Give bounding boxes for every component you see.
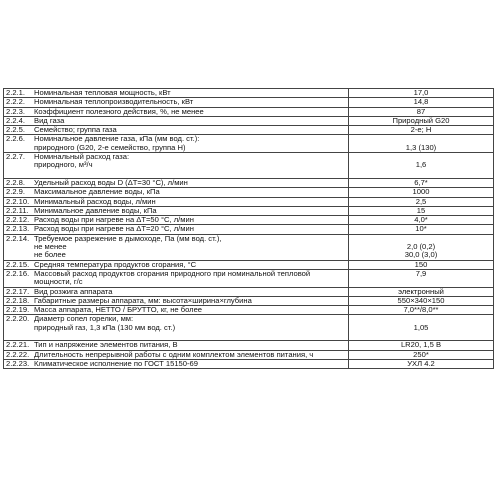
spec-row bbox=[4, 197, 494, 206]
description-line: Минимальный расход воды, л/мин bbox=[34, 196, 156, 206]
spec-value bbox=[349, 225, 494, 234]
spec-number: 2.2.5. bbox=[4, 126, 33, 135]
description-line: Диаметр сопел горелки, мм: bbox=[34, 314, 134, 324]
value-line: 2,0 (0,2) bbox=[406, 242, 436, 252]
spec-value bbox=[349, 315, 494, 341]
spec-value bbox=[349, 306, 494, 315]
value-line: 1,3 (130) bbox=[405, 142, 437, 152]
value-line: 1,05 bbox=[413, 322, 429, 332]
spec-description bbox=[32, 98, 349, 107]
value-line: 1,6 bbox=[415, 160, 427, 170]
spec-description bbox=[32, 269, 349, 287]
description-line: Номинальная теплопроизводительность, кВт bbox=[34, 97, 194, 107]
value-line: 7,9 bbox=[415, 268, 427, 278]
spec-description bbox=[32, 197, 349, 206]
spec-value bbox=[349, 153, 494, 179]
spec-row bbox=[4, 98, 494, 107]
spec-value bbox=[349, 107, 494, 116]
value-line: 1000 bbox=[412, 187, 430, 197]
description-line bbox=[34, 332, 346, 340]
description-line: мощности, г/с bbox=[34, 277, 83, 287]
description-line: не более bbox=[34, 250, 66, 260]
spec-description bbox=[32, 350, 349, 359]
spec-row bbox=[4, 107, 494, 116]
spec-number: 2.2.18. bbox=[4, 296, 33, 305]
description-line: Массовый расход продуктов сгорания природного при номинальной тепловой bbox=[34, 268, 311, 278]
description-line: не менее bbox=[34, 242, 67, 252]
value-line: 30,0 (3,0) bbox=[404, 250, 438, 260]
spec-row bbox=[4, 153, 494, 179]
spec-value bbox=[349, 269, 494, 287]
description-line: природный газ, 1,3 кПа (130 мм вод. ст.) bbox=[34, 322, 176, 332]
spec-number: 2.2.3. bbox=[4, 107, 33, 116]
description-line: Номинальная тепловая мощность, кВт bbox=[34, 88, 171, 97]
spec-number: 2.2.15. bbox=[4, 260, 33, 269]
spec-value bbox=[349, 359, 494, 368]
spec-description bbox=[32, 234, 349, 260]
value-line: УХЛ 4.2 bbox=[407, 358, 435, 368]
description-line: Семейство; группа газа bbox=[34, 125, 117, 135]
description-line: Удельный расход воды D (ΔТ=30 °С), л/мин bbox=[34, 177, 188, 187]
spec-description bbox=[32, 315, 349, 341]
description-line: природного (G20, 2-е семейство, группа Н) bbox=[34, 142, 186, 152]
spec-description bbox=[32, 135, 349, 153]
description-line: Вид газа bbox=[34, 115, 65, 125]
spec-value bbox=[349, 234, 494, 260]
spec-value bbox=[349, 341, 494, 350]
description-line: Средняя температура продуктов сгорания, °С bbox=[34, 259, 197, 269]
spec-value bbox=[349, 350, 494, 359]
spec-description bbox=[32, 153, 349, 179]
spec-number: 2.2.10. bbox=[4, 197, 33, 206]
description-line: Коэффициент полезного действия, %, не менее bbox=[34, 106, 204, 116]
spec-row bbox=[4, 315, 494, 341]
description-line bbox=[34, 170, 346, 178]
spec-description bbox=[32, 225, 349, 234]
value-line: 17,0 bbox=[413, 88, 429, 97]
spec-number: 2.2.12. bbox=[4, 216, 33, 225]
description-line: Длительность непрерывной работы с одним комплектом элементов питания, ч bbox=[34, 349, 314, 359]
spec-row bbox=[4, 135, 494, 153]
value-line: LR20, 1,5 В bbox=[400, 340, 442, 350]
spec-number: 2.2.17. bbox=[4, 287, 33, 296]
spec-description bbox=[32, 341, 349, 350]
spec-number: 2.2.16. bbox=[4, 269, 33, 287]
spec-number: 2.2.11. bbox=[4, 206, 33, 215]
description-line: Вид розжига аппарата bbox=[34, 286, 113, 296]
spec-description bbox=[32, 107, 349, 116]
value-line: 14,8 bbox=[413, 97, 429, 107]
value-line: электронный bbox=[398, 286, 444, 296]
description-line: Максимальное давление воды, кПа bbox=[34, 187, 160, 197]
spec-value bbox=[349, 188, 494, 197]
spec-row bbox=[4, 287, 494, 296]
description-line: Габаритные размеры аппарата, мм: высота×ширина×глубина bbox=[34, 295, 252, 305]
description-line: Номинальное давление газа, кПа (мм вод. ст.): bbox=[34, 134, 200, 144]
spec-number: 2.2.1. bbox=[4, 89, 33, 98]
spec-number: 2.2.2. bbox=[4, 98, 33, 107]
spec-value bbox=[349, 126, 494, 135]
spec-number: 2.2.13. bbox=[4, 225, 33, 234]
spec-row bbox=[4, 341, 494, 350]
spec-number: 2.2.6. bbox=[4, 135, 33, 153]
spec-value bbox=[349, 197, 494, 206]
value-line: 150 bbox=[414, 259, 428, 269]
description-line: Расход воды при нагреве на ΔТ=20 °С, л/мин bbox=[34, 224, 194, 234]
description-line: Минимальное давление воды, кПа bbox=[34, 205, 157, 215]
spec-row bbox=[4, 188, 494, 197]
value-line: Природный G20 bbox=[392, 115, 450, 125]
spec-description bbox=[32, 188, 349, 197]
value-line: 550×340×150 bbox=[397, 295, 445, 305]
spec-number: 2.2.7. bbox=[4, 153, 33, 179]
value-line: 6,7* bbox=[414, 177, 428, 187]
description-line: Расход воды при нагреве на ΔТ=50 °С, л/мин bbox=[34, 215, 194, 225]
spec-number: 2.2.19. bbox=[4, 306, 33, 315]
description-line: природного, м³/ч bbox=[34, 160, 93, 170]
spec-description bbox=[32, 359, 349, 368]
value-line: 10* bbox=[415, 224, 427, 234]
spec-number: 2.2.9. bbox=[4, 188, 33, 197]
spec-number: 2.2.22. bbox=[4, 350, 33, 359]
value-line: 4,0* bbox=[414, 215, 428, 225]
description-line: Климатическое исполнение по ГОСТ 15150-69 bbox=[34, 358, 198, 368]
spec-row bbox=[4, 269, 494, 287]
description-line: Требуемое разрежение в дымоходе, Па (мм вод. ст.), bbox=[34, 233, 222, 243]
spec-row bbox=[4, 234, 494, 260]
spec-value bbox=[349, 287, 494, 296]
specifications-table bbox=[3, 88, 494, 369]
spec-description bbox=[32, 287, 349, 296]
value-line: 250* bbox=[413, 349, 429, 359]
value-line: 2-е; Н bbox=[410, 125, 432, 135]
spec-number: 2.2.20. bbox=[4, 315, 33, 341]
spec-row bbox=[4, 225, 494, 234]
value-line: 87 bbox=[416, 106, 426, 116]
spec-value bbox=[349, 135, 494, 153]
description-line: Масса аппарата, НЕТТО / БРУТТО, кг, не более bbox=[34, 305, 203, 315]
spec-row bbox=[4, 350, 494, 359]
spec-row bbox=[4, 359, 494, 368]
spec-number: 2.2.4. bbox=[4, 116, 33, 125]
description-line: Номинальный расход газа: bbox=[34, 152, 130, 162]
spec-number: 2.2.8. bbox=[4, 178, 33, 187]
spec-number: 2.2.21. bbox=[4, 341, 33, 350]
spec-number: 2.2.14. bbox=[4, 234, 33, 260]
description-line: Тип и напряжение элементов питания, В bbox=[34, 340, 178, 350]
value-line: 2,5 bbox=[415, 196, 427, 206]
value-line: 15 bbox=[416, 205, 426, 215]
value-line: 7,0**/8,0** bbox=[403, 305, 439, 315]
spec-number: 2.2.23. bbox=[4, 359, 33, 368]
spec-value bbox=[349, 98, 494, 107]
